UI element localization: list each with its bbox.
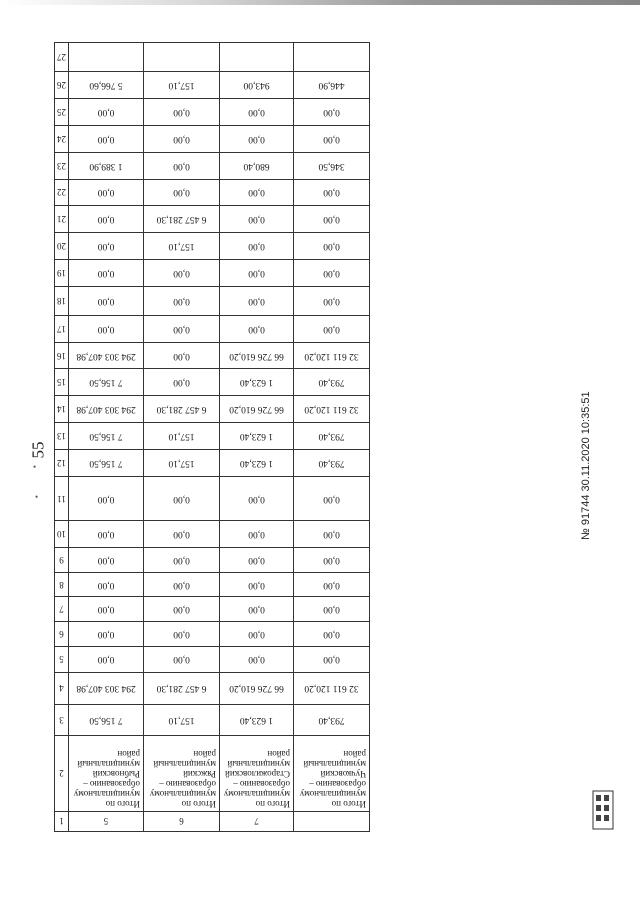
table-row — [55, 259, 370, 286]
value-cell: 0,00 — [144, 315, 220, 342]
value-cell: 680,40 — [220, 152, 294, 179]
table-row — [55, 572, 370, 597]
value-cell: 1 623,40 — [220, 423, 294, 450]
table-row — [55, 315, 370, 342]
value-cell: 0,00 — [220, 597, 294, 622]
registration-stamp: № 91744 30.11.2020 10:35:51 — [580, 391, 592, 540]
value-cell: 793,40 — [294, 449, 370, 476]
page-number: 55 — [28, 441, 48, 459]
value-cell: 793,40 — [294, 704, 370, 735]
value-cell: 0,00 — [294, 572, 370, 597]
column-index-cell: 16 — [55, 342, 69, 369]
table-row — [55, 597, 370, 622]
value-cell: 32 611 120,20 — [294, 396, 370, 423]
table-row — [55, 179, 370, 206]
value-cell: 0,00 — [294, 286, 370, 315]
value-cell: 0,00 — [69, 548, 144, 573]
row-number-cell: 5 — [69, 811, 144, 831]
value-cell: 346,50 — [294, 152, 370, 179]
value-cell: 66 726 610,20 — [220, 673, 294, 704]
row-number-cell — [294, 811, 370, 831]
value-cell: 0,00 — [69, 597, 144, 622]
table-row — [55, 286, 370, 315]
table-row — [55, 621, 370, 646]
table-row — [55, 99, 370, 126]
table-row — [55, 811, 370, 831]
value-cell: 6 457 281,30 — [144, 396, 220, 423]
column-index-cell: 13 — [55, 423, 69, 450]
value-cell: 0,00 — [294, 179, 370, 206]
value-cell: 0,00 — [144, 125, 220, 152]
value-cell: 0,00 — [220, 315, 294, 342]
value-cell: 66 726 610,20 — [220, 342, 294, 369]
scan-mark: • — [35, 492, 39, 502]
table-row — [55, 673, 370, 704]
value-cell: 157,10 — [144, 72, 220, 99]
value-cell: 0,00 — [220, 259, 294, 286]
value-cell: 0,00 — [69, 572, 144, 597]
value-cell: 446,90 — [294, 72, 370, 99]
column-index-cell: 12 — [55, 449, 69, 476]
value-cell — [220, 43, 294, 72]
municipality-name-cell: Итого по муниципальному образованию – Чучковский муниципальный район — [294, 735, 370, 811]
value-cell: 793,40 — [294, 369, 370, 396]
table-row — [55, 152, 370, 179]
column-index-cell: 5 — [55, 646, 69, 673]
column-index-cell: 8 — [55, 572, 69, 597]
column-index-cell: 20 — [55, 233, 69, 260]
column-index-cell: 14 — [55, 396, 69, 423]
table-row — [55, 704, 370, 735]
value-cell: 0,00 — [69, 99, 144, 126]
value-cell: 0,00 — [144, 286, 220, 315]
value-cell: 66 726 610,20 — [220, 396, 294, 423]
column-index-cell: 6 — [55, 621, 69, 646]
column-index-cell: 25 — [55, 99, 69, 126]
value-cell: 5 766,60 — [69, 72, 144, 99]
table-row — [55, 735, 370, 811]
value-cell: 0,00 — [144, 476, 220, 521]
value-cell: 0,00 — [144, 548, 220, 573]
value-cell: 7 156,50 — [69, 704, 144, 735]
value-cell: 0,00 — [144, 572, 220, 597]
value-cell: 0,00 — [220, 548, 294, 573]
column-index-cell: 1 — [55, 811, 69, 831]
value-cell: 0,00 — [144, 259, 220, 286]
rotated-table-container — [55, 42, 370, 832]
value-cell: 294 303 407,98 — [69, 673, 144, 704]
value-cell: 0,00 — [220, 125, 294, 152]
column-index-cell: 27 — [55, 43, 69, 72]
value-cell: 0,00 — [294, 476, 370, 521]
value-cell: 1 623,40 — [220, 369, 294, 396]
emblem-icon — [592, 790, 614, 830]
table-row — [55, 646, 370, 673]
column-index-cell: 11 — [55, 476, 69, 521]
value-cell — [69, 43, 144, 72]
table-row — [55, 342, 370, 369]
value-cell: 157,10 — [144, 423, 220, 450]
municipality-name-cell: Итого по муниципальному образованию – Рыбновский муниципальный район — [69, 735, 144, 811]
value-cell — [144, 43, 220, 72]
value-cell: 32 611 120,20 — [294, 342, 370, 369]
column-index-cell: 19 — [55, 259, 69, 286]
value-cell: 0,00 — [294, 233, 370, 260]
table-row — [55, 521, 370, 548]
value-cell: 0,00 — [69, 476, 144, 521]
value-cell: 0,00 — [69, 315, 144, 342]
value-cell: 0,00 — [144, 597, 220, 622]
value-cell: 157,10 — [144, 233, 220, 260]
column-index-cell: 18 — [55, 286, 69, 315]
table-row — [55, 548, 370, 573]
value-cell: 0,00 — [220, 286, 294, 315]
value-cell: 157,10 — [144, 704, 220, 735]
value-cell: 0,00 — [220, 521, 294, 548]
row-number-cell: 6 — [144, 811, 220, 831]
value-cell: 0,00 — [69, 259, 144, 286]
scan-mark: • — [33, 462, 37, 472]
column-index-cell: 10 — [55, 521, 69, 548]
value-cell: 7 156,50 — [69, 369, 144, 396]
value-cell: 0,00 — [294, 99, 370, 126]
value-cell: 943,00 — [220, 72, 294, 99]
column-index-cell: 26 — [55, 72, 69, 99]
column-index-cell: 3 — [55, 704, 69, 735]
value-cell: 793,40 — [294, 423, 370, 450]
table-row — [55, 369, 370, 396]
value-cell: 0,00 — [69, 179, 144, 206]
value-cell: 0,00 — [220, 646, 294, 673]
value-cell: 0,00 — [69, 125, 144, 152]
value-cell: 0,00 — [144, 179, 220, 206]
value-cell: 0,00 — [144, 621, 220, 646]
column-index-cell: 22 — [55, 179, 69, 206]
value-cell: 157,10 — [144, 449, 220, 476]
value-cell: 0,00 — [69, 286, 144, 315]
table-row — [55, 396, 370, 423]
value-cell: 0,00 — [69, 233, 144, 260]
value-cell — [294, 43, 370, 72]
value-cell: 0,00 — [69, 206, 144, 233]
value-cell: 7 156,50 — [69, 423, 144, 450]
value-cell: 0,00 — [294, 125, 370, 152]
table-row — [55, 43, 370, 72]
value-cell: 0,00 — [294, 621, 370, 646]
value-cell: 0,00 — [220, 233, 294, 260]
value-cell: 0,00 — [294, 206, 370, 233]
value-cell: 6 457 281,30 — [144, 673, 220, 704]
table-row — [55, 72, 370, 99]
value-cell: 0,00 — [220, 206, 294, 233]
column-index-cell: 4 — [55, 673, 69, 704]
value-cell: 0,00 — [294, 548, 370, 573]
column-index-cell: 7 — [55, 597, 69, 622]
value-cell: 0,00 — [294, 597, 370, 622]
value-cell: 7 156,50 — [69, 449, 144, 476]
value-cell: 0,00 — [144, 369, 220, 396]
value-cell: 0,00 — [220, 476, 294, 521]
value-cell: 1 623,40 — [220, 704, 294, 735]
value-cell: 0,00 — [294, 259, 370, 286]
value-cell: 0,00 — [69, 521, 144, 548]
table-row — [55, 125, 370, 152]
value-cell: 0,00 — [144, 521, 220, 548]
value-cell: 294 303 407,98 — [69, 342, 144, 369]
municipality-name-cell: Итого по муниципальному образованию – Старожиловский муниципальный район — [220, 735, 294, 811]
value-cell: 32 611 120,20 — [294, 673, 370, 704]
table-row — [55, 206, 370, 233]
scan-edge-line — [0, 0, 640, 5]
value-cell: 1 623,40 — [220, 449, 294, 476]
value-cell: 0,00 — [144, 152, 220, 179]
value-cell: 0,00 — [220, 621, 294, 646]
value-cell: 0,00 — [220, 99, 294, 126]
column-index-cell: 15 — [55, 369, 69, 396]
column-index-cell: 21 — [55, 206, 69, 233]
value-cell: 0,00 — [294, 646, 370, 673]
value-cell: 6 457 281,30 — [144, 206, 220, 233]
row-number-cell: 7 — [220, 811, 294, 831]
table-row — [55, 449, 370, 476]
value-cell: 0,00 — [69, 621, 144, 646]
value-cell: 1 389,90 — [69, 152, 144, 179]
column-index-cell: 24 — [55, 125, 69, 152]
column-index-cell: 2 — [55, 735, 69, 811]
value-cell: 0,00 — [220, 572, 294, 597]
table-row — [55, 423, 370, 450]
budget-table — [54, 42, 370, 832]
column-index-cell: 23 — [55, 152, 69, 179]
value-cell: 0,00 — [69, 646, 144, 673]
value-cell: 294 303 407,98 — [69, 396, 144, 423]
value-cell: 0,00 — [144, 646, 220, 673]
column-index-cell: 9 — [55, 548, 69, 573]
value-cell: 0,00 — [144, 99, 220, 126]
column-index-cell: 17 — [55, 315, 69, 342]
municipality-name-cell: Итого по муниципальному образованию – Ряжский муниципальный район — [144, 735, 220, 811]
value-cell: 0,00 — [294, 315, 370, 342]
table-row — [55, 476, 370, 521]
value-cell: 0,00 — [220, 179, 294, 206]
table-row — [55, 233, 370, 260]
value-cell: 0,00 — [144, 342, 220, 369]
value-cell: 0,00 — [294, 521, 370, 548]
